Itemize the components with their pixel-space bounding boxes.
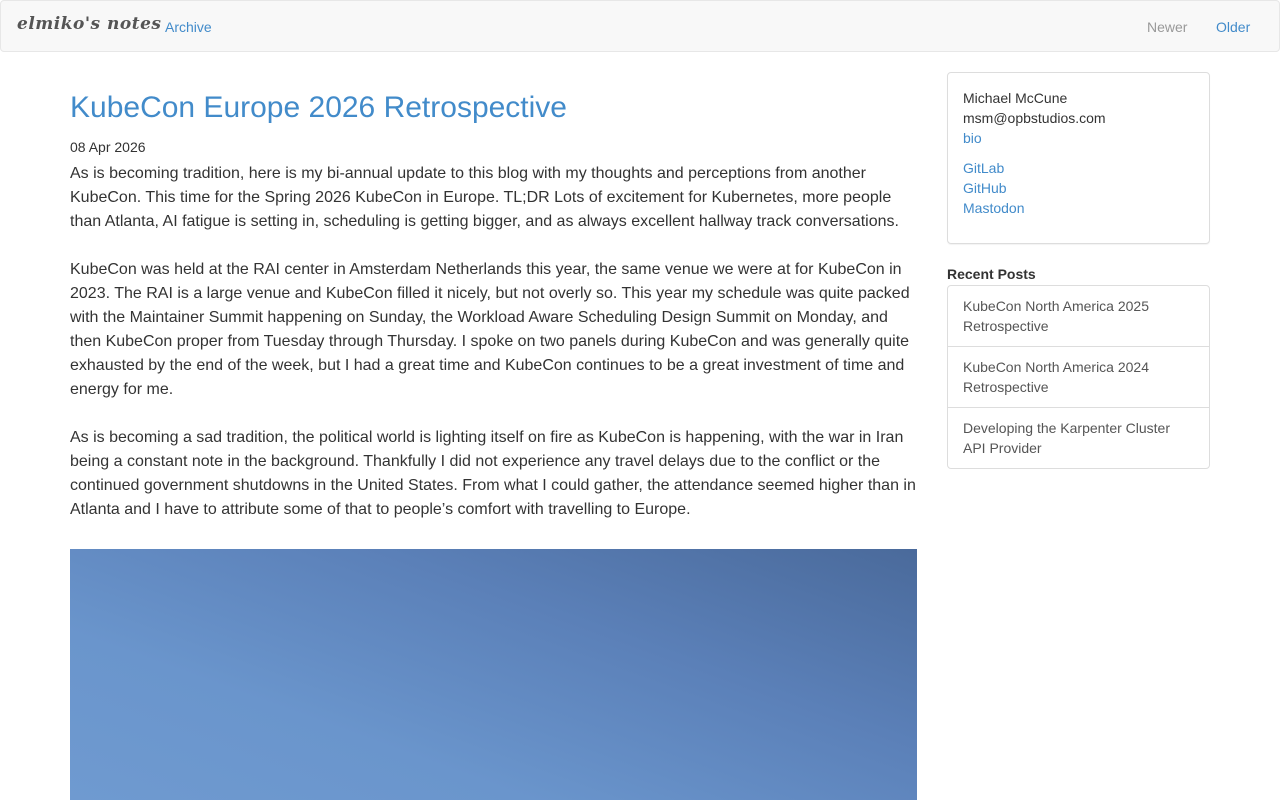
post-body xyxy=(70,162,917,522)
nav-archive-link[interactable]: Archive xyxy=(165,19,212,35)
post-date: 08 Apr 2026 xyxy=(70,139,146,155)
post-paragraph: KubeCon was held at the RAI center in Amsterdam Netherlands this year, the same venue we were at for KubeCon in 2023. The RAI is a large venue and KubeCon filled it nicely, but not overly so. This year my schedule was quite packed with the Maintainer Summit happening on Sunday, the Workload Aware Scheduling Design Summit on Monday, and then KubeCon proper from Tuesday through Thursday. I spoke on two panels during KubeCon and was generally quite exhausted by the end of the week, but I had a great time and KubeCon continues to be a great investment of time and energy for me. xyxy=(70,261,910,398)
recent-post-item[interactable]: Developing the Karpenter Cluster API Provider xyxy=(948,407,1209,468)
sidebar xyxy=(947,72,1210,469)
gitlab-link[interactable]: GitLab xyxy=(963,160,1005,176)
recent-post-item[interactable]: KubeCon North America 2025 Retrospective xyxy=(963,298,1149,334)
site-brand-link[interactable]: elmiko's notes xyxy=(17,14,162,34)
post-photo xyxy=(70,549,917,800)
mastodon-link[interactable]: Mastodon xyxy=(963,200,1025,216)
spacer xyxy=(963,148,1194,158)
post-paragraph: As is becoming tradition, here is my bi-annual update to this blog with my thoughts and perceptions from another KubeCon. This time for the Spring 2026 KubeCon in Europe. TL;DR Lots of excitement for Kubernetes, more people than Atlanta, AI fatigue is setting in, scheduling is getting bigger, and as always excellent hallway track conversations. xyxy=(70,165,899,230)
top-navbar xyxy=(0,0,1280,52)
author-card xyxy=(947,72,1210,244)
github-link[interactable]: GitHub xyxy=(963,180,1007,196)
bio-link[interactable]: bio xyxy=(963,130,982,146)
nav-older-link[interactable]: Older xyxy=(1216,19,1251,35)
recent-posts-heading: Recent Posts xyxy=(947,266,1036,282)
author-email: msm@opbstudios.com xyxy=(963,110,1106,126)
nav-newer-link[interactable]: Newer xyxy=(1147,19,1188,35)
author-name: Michael McCune xyxy=(963,90,1068,106)
post-main xyxy=(70,72,917,546)
post-title-link[interactable]: KubeCon Europe 2026 Retrospective xyxy=(70,91,567,124)
recent-post-item[interactable]: KubeCon North America 2024 Retrospective xyxy=(948,346,1209,407)
recent-posts-list xyxy=(947,285,1210,469)
post-paragraph: As is becoming a sad tradition, the political world is lighting itself on fire as KubeCon is happening, with the war in Iran being a constant note in the background. Thankfully I did not experience any travel delays due to the conflict or the continued government shutdowns in the United States. From what I could gather, the attendance seemed higher than in Atlanta and I have to attribute some of that to people’s comfort with travelling to Europe. xyxy=(70,429,916,518)
